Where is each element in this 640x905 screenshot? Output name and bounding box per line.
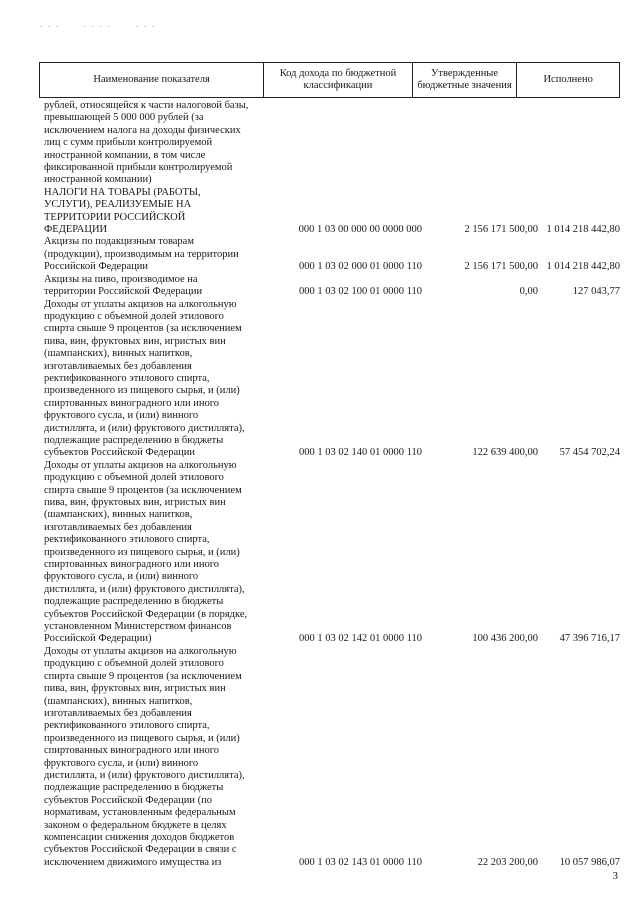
header-code: Код дохода по бюджетной классификации bbox=[264, 63, 412, 97]
row-code: 000 1 03 02 140 01 0000 110 bbox=[299, 447, 422, 459]
table-row bbox=[44, 236, 620, 273]
row-executed: 57 454 702,24 bbox=[559, 447, 620, 459]
table-row bbox=[44, 460, 620, 646]
row-approved: 2 156 171 500,00 bbox=[464, 224, 538, 236]
table-row bbox=[44, 187, 620, 237]
row-code: 000 1 03 00 000 00 0000 000 bbox=[298, 224, 422, 236]
header-executed: Исполнено bbox=[543, 74, 593, 85]
row-name: Акцизы на пиво, производимое на территории Российской Федерации bbox=[44, 273, 203, 298]
row-executed: 47 396 716,17 bbox=[559, 633, 620, 645]
row-approved: 2 156 171 500,00 bbox=[464, 261, 538, 273]
row-name: Доходы от уплаты акцизов на алкогольную продукцию с объемной долей этилового спирта свыше 9 процентов (за исключением пива, вин, фруктовых вин, игристых вин (шампанских), винных напитков, изготавливаемых без добавления ректификованного этилового спирта, произведенного из пищевого сырья, и (или) спиртованных виноградного или иного фруктового сусла, и (или) винного дистиллята, и (или) фруктового дистиллята), подлежащие распределению в бюджеты субъектов Российской Федерации (по нормативам, установленным федеральным законом о федеральном бюджете в целях компенсации снижения доходов бюджетов субъектов Российской Федерации в связи с исключением движимого имущества из bbox=[44, 645, 245, 868]
header-name: Наименование показателя bbox=[40, 63, 264, 97]
row-name: Доходы от уплаты акцизов на алкогольную продукцию с объемной долей этилового спирта свыше 9 процентов (за исключением пива, вин, фруктовых вин, игристых вин (шампанских), винных напитков, изготавливаемых без добавления ректификованного этилового спирта, произведенного из пищевого сырья, и (или) спиртованных виноградного или иного фруктового сусла, и (или) винного дистиллята, и (или) фруктового дистиллята), подлежащие распределению в бюджеты субъектов Российской Федерации (в порядке, установленном Министерством финансов Российской Федерации) bbox=[44, 459, 248, 645]
row-approved: 122 639 400,00 bbox=[472, 447, 538, 459]
row-code: 000 1 03 02 000 01 0000 110 bbox=[299, 261, 422, 273]
table-body bbox=[44, 100, 620, 869]
row-name: НАЛОГИ НА ТОВАРЫ (РАБОТЫ, УСЛУГИ), РЕАЛИЗУЕМЫЕ НА ТЕРРИТОРИИ РОССИЙСКОЙ ФЕДЕРАЦИИ bbox=[44, 186, 201, 236]
row-executed: 10 057 986,07 bbox=[559, 856, 620, 868]
table-row bbox=[44, 646, 620, 869]
row-approved: 0,00 bbox=[519, 286, 538, 298]
table-row bbox=[44, 274, 620, 299]
row-code: 000 1 03 02 143 01 0000 110 bbox=[299, 856, 422, 868]
row-executed: 127 043,77 bbox=[572, 286, 620, 298]
row-approved: 100 436 200,00 bbox=[472, 633, 538, 645]
header-approved: Утвержденные бюджетные значения bbox=[413, 63, 518, 97]
row-name: рублей, относящейся к части налоговой базы, превышающей 5 000 000 рублей (за исключением налога на доходы физических лиц с сумм прибыли контролируемой иностранной компании, в том числе фиксированной прибыли контролируемой иностранной компании) bbox=[44, 100, 249, 186]
row-name: Доходы от уплаты акцизов на алкогольную продукцию с объемной долей этилового спирта свыше 9 процентов (за исключением пива, вин, фруктовых вин, игристых вин (шампанских), винных напитков, изготавливаемых без добавления ректификованного этилового спирта, произведенного из пищевого сырья, и (или) спиртованных виноградного или иного фруктового сусла, и (или) винного дистиллята, и (или) фруктового дистиллята), подлежащие распределению в бюджеты субъектов Российской Федерации bbox=[44, 298, 245, 459]
table-header bbox=[39, 62, 620, 98]
scan-artifacts: . . . . . . . . . . bbox=[40, 20, 156, 29]
row-code: 000 1 03 02 142 01 0000 110 bbox=[299, 633, 422, 645]
table-row bbox=[44, 299, 620, 460]
row-executed: 1 014 218 442,80 bbox=[546, 224, 620, 236]
page-number: 3 bbox=[612, 870, 618, 882]
row-approved: 22 203 200,00 bbox=[477, 856, 538, 868]
row-name: Акцизы по подакцизным товарам (продукции), производимым на территории Российской Федерации bbox=[44, 236, 239, 273]
table-row bbox=[44, 100, 620, 187]
row-executed: 1 014 218 442,80 bbox=[546, 261, 620, 273]
row-code: 000 1 03 02 100 01 0000 110 bbox=[299, 286, 422, 298]
